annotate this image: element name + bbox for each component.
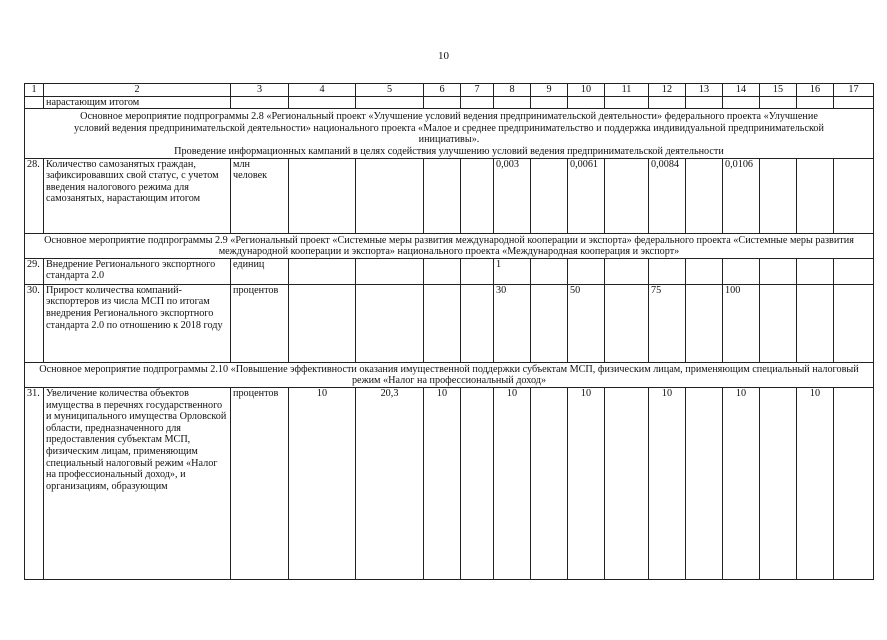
value-cell bbox=[289, 284, 356, 362]
value-cell bbox=[461, 284, 494, 362]
value-cell bbox=[686, 158, 723, 233]
subsection-heading-2-8: Проведение информационных кампаний в целях содействия улучшению условий ведения предпринимательской деятельности bbox=[174, 145, 724, 157]
value-cell: 10 bbox=[568, 387, 605, 579]
header-cell: 7 bbox=[461, 84, 494, 97]
header-cell: 3 bbox=[231, 84, 289, 97]
row-number: 28. bbox=[25, 158, 44, 233]
indicator-name: Внедрение Регионального экспортного стандарта 2.0 bbox=[44, 258, 231, 284]
value-cell: 1 bbox=[494, 258, 531, 284]
value-cell bbox=[797, 284, 834, 362]
table-row bbox=[25, 96, 874, 109]
row-number: 30. bbox=[25, 284, 44, 362]
value-cell: 50 bbox=[568, 284, 605, 362]
header-cell: 1 bbox=[25, 84, 44, 97]
value-cell bbox=[686, 284, 723, 362]
value-cell: 10 bbox=[424, 387, 461, 579]
value-cell: 10 bbox=[723, 387, 760, 579]
value-cell: 0,0061 bbox=[568, 158, 605, 233]
value-cell bbox=[424, 258, 461, 284]
value-cell bbox=[531, 258, 568, 284]
header-cell: 6 bbox=[424, 84, 461, 97]
table-row bbox=[25, 158, 874, 233]
header-cell: 13 bbox=[686, 84, 723, 97]
indicators-table bbox=[24, 83, 874, 580]
value-cell bbox=[760, 158, 797, 233]
value-cell: 0,0106 bbox=[723, 158, 760, 233]
table-row bbox=[25, 284, 874, 362]
page-number: 10 bbox=[438, 50, 449, 62]
header-cell: 9 bbox=[531, 84, 568, 97]
value-cell: 10 bbox=[494, 387, 531, 579]
value-cell bbox=[568, 258, 605, 284]
header-cell: 4 bbox=[289, 84, 356, 97]
value-cell bbox=[834, 158, 874, 233]
value-cell: 75 bbox=[649, 284, 686, 362]
value-cell bbox=[605, 284, 649, 362]
value-cell bbox=[531, 284, 568, 362]
section-row bbox=[25, 109, 874, 158]
value-cell bbox=[834, 258, 874, 284]
column-number-header-row bbox=[25, 84, 874, 97]
section-heading-2-9: Основное мероприятие подпрограммы 2.9 «Региональный проект «Системные меры развития международной кооперации и экспорта» федерального проекта «Системные меры развития международной кооперации и экспорта» национального проекта «Международная кооперация и экспорт» bbox=[44, 234, 854, 258]
value-cell bbox=[760, 387, 797, 579]
value-cell: 10 bbox=[649, 387, 686, 579]
value-cell bbox=[649, 258, 686, 284]
header-cell: 5 bbox=[356, 84, 424, 97]
value-cell bbox=[531, 158, 568, 233]
header-cell: 17 bbox=[834, 84, 874, 97]
value-cell bbox=[424, 284, 461, 362]
value-cell: 20,3 bbox=[356, 387, 424, 579]
value-cell bbox=[531, 387, 568, 579]
unit: единиц bbox=[231, 258, 289, 284]
continued-indicator-text: нарастающим итогом bbox=[44, 96, 231, 109]
value-cell bbox=[760, 258, 797, 284]
value-cell bbox=[797, 158, 834, 233]
value-cell bbox=[424, 158, 461, 233]
section-heading-2-10: Основное мероприятие подпрограммы 2.10 «Повышение эффективности оказания имущественной поддержки субъектам МСП, физическим лицам, применяющим специальный налоговый режим «Налог на профессиональный доход» bbox=[39, 363, 859, 387]
value-cell bbox=[605, 387, 649, 579]
header-cell: 16 bbox=[797, 84, 834, 97]
value-cell bbox=[605, 158, 649, 233]
section-row bbox=[25, 233, 874, 258]
row-number: 29. bbox=[25, 258, 44, 284]
value-cell: 100 bbox=[723, 284, 760, 362]
table-row bbox=[25, 258, 874, 284]
value-cell: 0,0084 bbox=[649, 158, 686, 233]
value-cell bbox=[686, 387, 723, 579]
unit: процентов bbox=[231, 387, 289, 579]
table-row bbox=[25, 387, 874, 579]
value-cell bbox=[289, 158, 356, 233]
header-cell: 8 bbox=[494, 84, 531, 97]
value-cell bbox=[760, 284, 797, 362]
value-cell bbox=[686, 258, 723, 284]
value-cell bbox=[461, 258, 494, 284]
value-cell: 10 bbox=[797, 387, 834, 579]
value-cell bbox=[356, 158, 424, 233]
indicator-name: Увеличение количества объектов имущества в перечнях государственного и муниципального имущества Орловской области, предназначенного для предоставления субъектам МСП, физическим лицам, применяющим специальный налоговый режим «Налог на профессиональный доход», и организациям, образующим bbox=[44, 387, 231, 579]
indicator-name: Количество самозанятых граждан, зафиксировавших свой статус, с учетом введения налогового режима для самозанятых, нарастающим итогом bbox=[44, 158, 231, 233]
indicator-name: Прирост количества компаний-экспортеров из числа МСП по итогам внедрения Регионального экспортного стандарта 2.0 по отношению к 2018 году bbox=[44, 284, 231, 362]
value-cell bbox=[356, 258, 424, 284]
header-cell: 10 bbox=[568, 84, 605, 97]
section-heading-2-8: Основное мероприятие подпрограммы 2.8 «Региональный проект «Улучшение условий ведения предпринимательской деятельности» федерального проекта «Улучшение условий ведения предпринимательской деятельности» национального проекта «Малое и среднее предпринимательство и поддержка индивидуальной предпринимательской инициативы». bbox=[74, 111, 824, 146]
header-cell: 11 bbox=[605, 84, 649, 97]
value-cell bbox=[723, 258, 760, 284]
unit: процентов bbox=[231, 284, 289, 362]
value-cell: 10 bbox=[289, 387, 356, 579]
header-cell: 2 bbox=[44, 84, 231, 97]
header-cell: 14 bbox=[723, 84, 760, 97]
value-cell bbox=[356, 284, 424, 362]
value-cell: 0,003 bbox=[494, 158, 531, 233]
header-cell: 12 bbox=[649, 84, 686, 97]
value-cell bbox=[461, 387, 494, 579]
value-cell bbox=[797, 258, 834, 284]
unit: млн человек bbox=[231, 158, 289, 233]
value-cell bbox=[834, 284, 874, 362]
value-cell bbox=[605, 258, 649, 284]
row-number: 31. bbox=[25, 387, 44, 579]
section-row bbox=[25, 362, 874, 387]
value-cell: 30 bbox=[494, 284, 531, 362]
header-cell: 15 bbox=[760, 84, 797, 97]
value-cell bbox=[461, 158, 494, 233]
value-cell bbox=[834, 387, 874, 579]
value-cell bbox=[289, 258, 356, 284]
